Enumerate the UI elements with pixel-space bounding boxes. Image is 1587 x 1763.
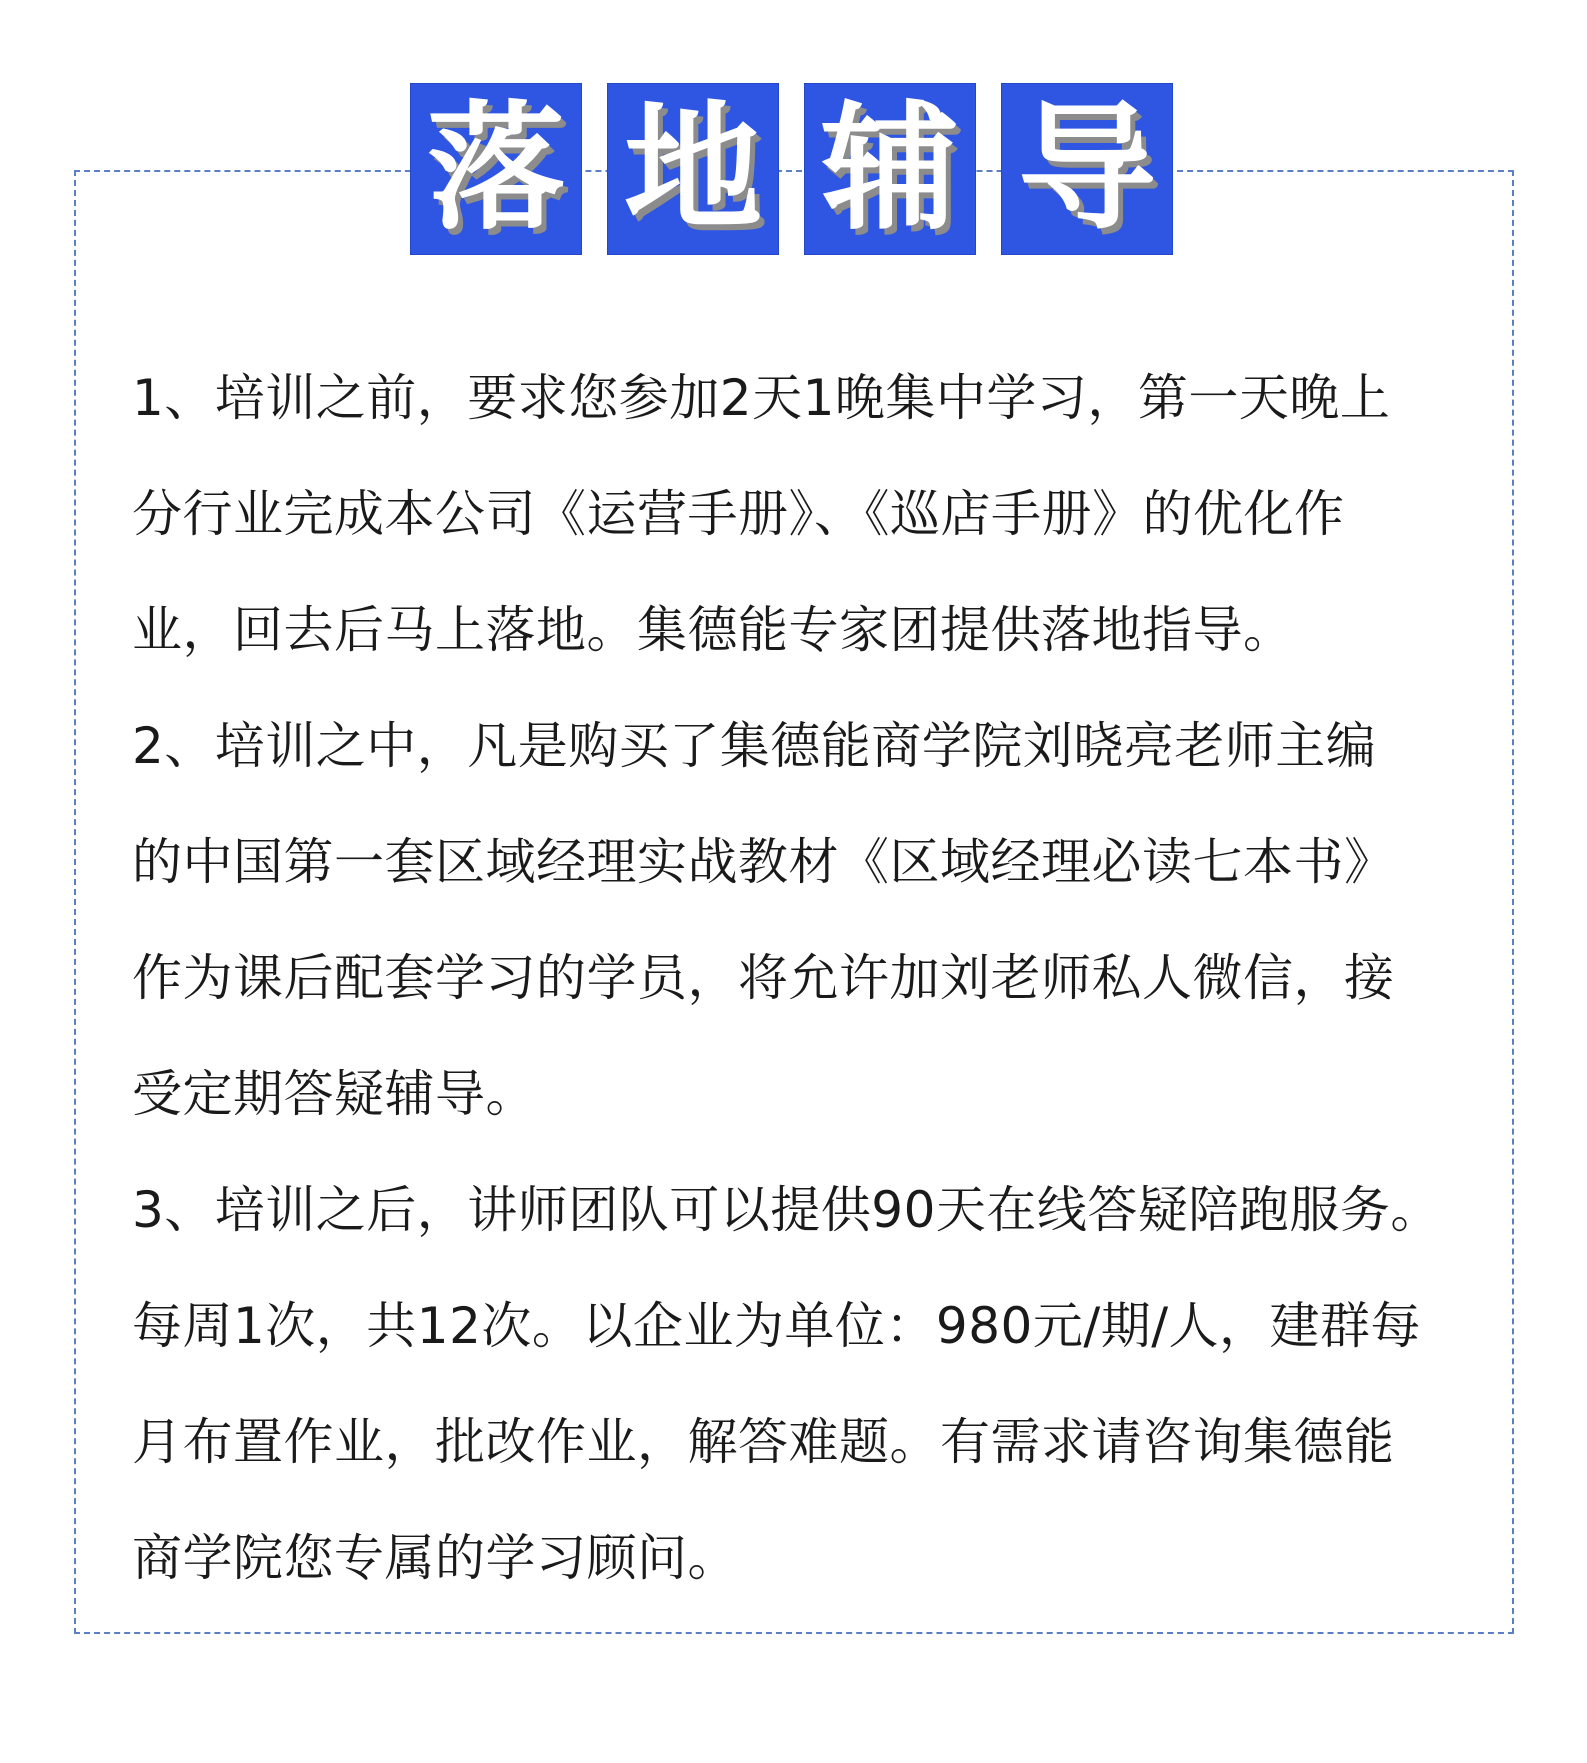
title-char-3: 辅 <box>820 88 959 249</box>
title-box-4 <box>1001 83 1173 255</box>
paragraph-line: 3、培训之后，讲师团队可以提供90天在线答疑陪跑服务。 <box>132 1181 1441 1239</box>
title-box-3 <box>804 83 976 255</box>
paragraph-line: 作为课后配套学习的学员，将允许加刘老师私人微信，接 <box>132 949 1395 1007</box>
paragraph-during-training <box>132 688 1472 1152</box>
paragraph-after-training <box>132 1152 1472 1616</box>
title-char-1: 落 <box>426 88 565 249</box>
paragraph-line: 的中国第一套区域经理实战教材《区域经理必读七本书》 <box>132 833 1395 891</box>
title-box-1 <box>410 83 582 255</box>
paragraph-line: 月布置作业，批改作业，解答难题。有需求请咨询集德能 <box>132 1413 1395 1471</box>
title-char-4: 导 <box>1017 88 1156 249</box>
title-box-2 <box>607 83 779 255</box>
paragraph-line: 业，回去后马上落地。集德能专家团提供落地指导。 <box>132 601 1294 659</box>
body-content <box>132 340 1472 1616</box>
title-char-2: 地 <box>623 88 762 249</box>
paragraph-line: 每周1次，共12次。以企业为单位：980元/期/人，建群每 <box>132 1297 1422 1355</box>
paragraph-line: 受定期答疑辅导。 <box>132 1065 536 1123</box>
paragraph-line: 商学院您专属的学习顾问。 <box>132 1529 738 1587</box>
paragraph-line: 2、培训之中，凡是购买了集德能商学院刘晓亮老师主编 <box>132 717 1377 775</box>
paragraph-line: 分行业完成本公司《运营手册》、《巡店手册》的优化作 <box>132 485 1345 543</box>
paragraph-before-training <box>132 340 1472 688</box>
page-title <box>410 83 1173 255</box>
paragraph-line: 1、培训之前，要求您参加2天1晚集中学习，第一天晚上 <box>132 369 1391 427</box>
